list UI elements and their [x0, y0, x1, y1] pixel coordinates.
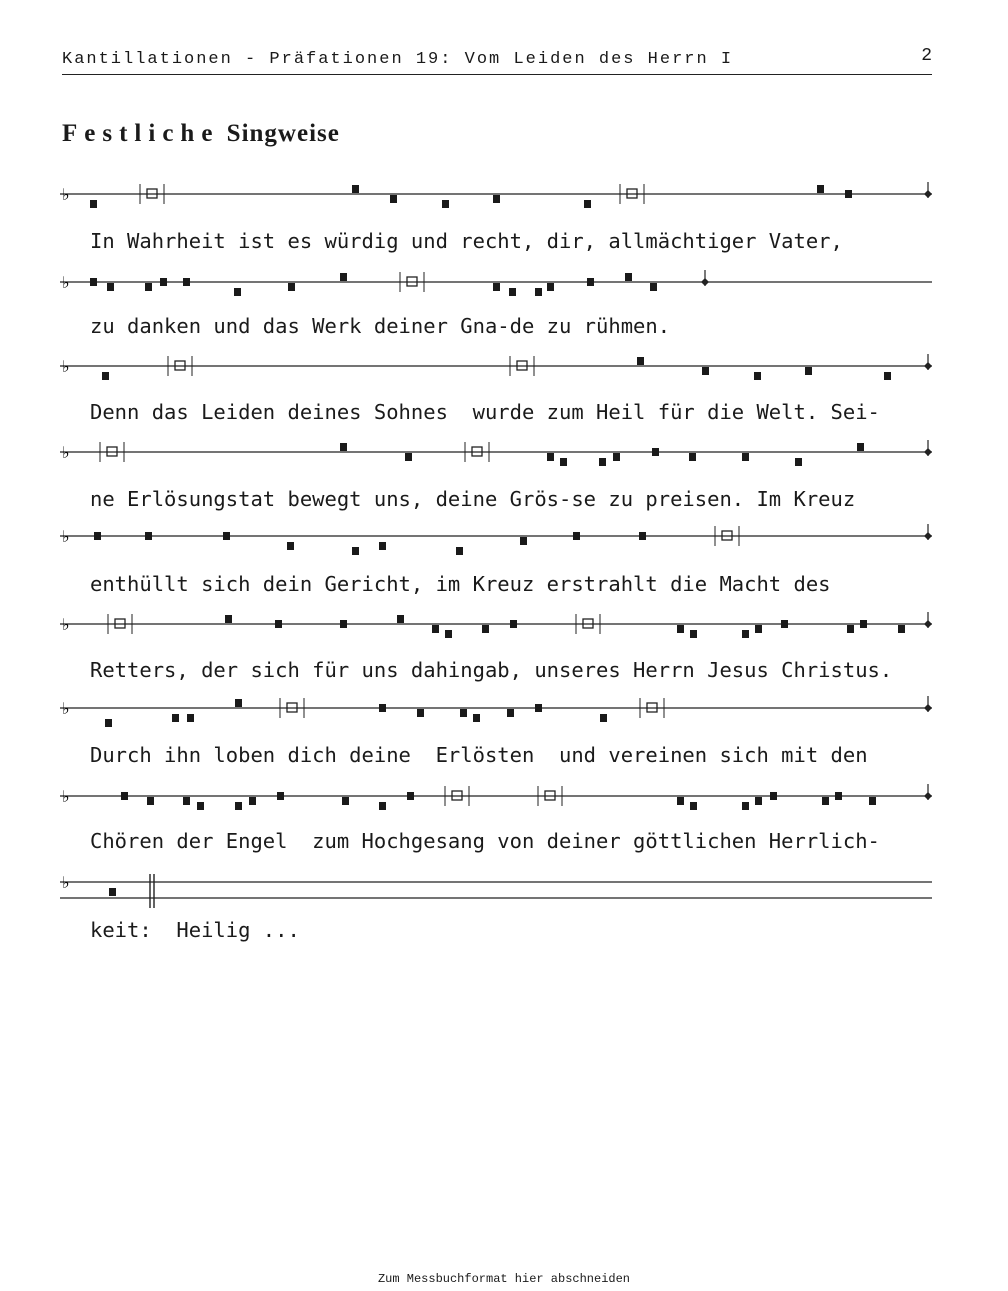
- final-note: [924, 440, 932, 456]
- chant-staff: [60, 438, 936, 478]
- chant-note: [340, 620, 347, 628]
- chant-note: [755, 625, 762, 633]
- chant-note: [109, 888, 116, 896]
- lyric-line: Durch ihn loben dich deine Erlösten und vereinen sich mit den: [90, 743, 868, 767]
- chant-note: [600, 714, 607, 722]
- chant-note: [754, 372, 761, 380]
- lyric-line: In Wahrheit ist es würdig und recht, dir, allmächtiger Vater,: [90, 229, 843, 253]
- chant-note: [445, 630, 452, 638]
- chant-note: [90, 200, 97, 208]
- chant-note: [197, 802, 204, 810]
- chant-note: [677, 625, 684, 633]
- chant-staff: [60, 352, 936, 392]
- staff-svg: [60, 522, 936, 562]
- final-note: [924, 696, 932, 712]
- chant-note: [460, 709, 467, 717]
- chant-note: [340, 443, 347, 451]
- chant-note: [690, 630, 697, 638]
- chant-note: [817, 185, 824, 193]
- chant-note: [145, 283, 152, 291]
- chant-note: [277, 792, 284, 800]
- chant-note: [223, 532, 230, 540]
- chant-note: [573, 532, 580, 540]
- chant-note: [183, 278, 190, 286]
- chant-note: [805, 367, 812, 375]
- chant-note: [340, 273, 347, 281]
- chant-staff: [60, 610, 936, 650]
- chant-note: [390, 195, 397, 203]
- lyric-line: zu danken und das Werk deiner Gna-de zu rühmen.: [90, 314, 671, 338]
- flat-clef: ♭: [62, 787, 70, 806]
- double-bar: [150, 874, 154, 908]
- chant-staff: [60, 694, 936, 734]
- chant-note: [235, 802, 242, 810]
- chant-note: [342, 797, 349, 805]
- lyric-line: Chören der Engel zum Hochgesang von deiner göttlichen Herrlich-: [90, 829, 880, 853]
- staff-svg: [60, 438, 936, 478]
- chant-note: [510, 620, 517, 628]
- chant-note: [587, 278, 594, 286]
- chant-note: [121, 792, 128, 800]
- chant-note: [781, 620, 788, 628]
- final-note: [924, 524, 932, 540]
- final-note: [701, 270, 709, 286]
- chant-note: [183, 797, 190, 805]
- chant-note: [379, 704, 386, 712]
- chant-note: [107, 283, 114, 291]
- chant-note: [547, 283, 554, 291]
- chant-staff: [60, 268, 936, 308]
- chant-note: [860, 620, 867, 628]
- flat-clef: ♭: [62, 273, 70, 292]
- lyric-line: Retters, der sich für uns dahingab, unseres Herrn Jesus Christus.: [90, 658, 893, 682]
- final-note: [924, 612, 932, 628]
- chant-note: [160, 278, 167, 286]
- chant-note: [147, 797, 154, 805]
- chant-note: [397, 615, 404, 623]
- chant-note: [102, 372, 109, 380]
- chant-note: [225, 615, 232, 623]
- page-header: [62, 44, 932, 75]
- chant-note: [613, 453, 620, 461]
- flat-clef: ♭: [62, 615, 70, 634]
- chant-note: [405, 453, 412, 461]
- staff-svg: [60, 694, 936, 734]
- chant-note: [482, 625, 489, 633]
- staff-svg: [60, 610, 936, 650]
- chant-note: [689, 453, 696, 461]
- chant-note: [652, 448, 659, 456]
- chant-note: [352, 547, 359, 555]
- chant-note: [288, 283, 295, 291]
- chant-note: [857, 443, 864, 451]
- chant-note: [869, 797, 876, 805]
- chant-note: [379, 802, 386, 810]
- chant-note: [473, 714, 480, 722]
- chant-note: [172, 714, 179, 722]
- final-note: [924, 182, 932, 198]
- chant-note: [352, 185, 359, 193]
- chant-note: [584, 200, 591, 208]
- staff-svg: [60, 868, 936, 908]
- chant-note: [432, 625, 439, 633]
- page-number: 2: [921, 46, 932, 66]
- chant-note: [235, 699, 242, 707]
- chant-note: [898, 625, 905, 633]
- chant-note: [690, 802, 697, 810]
- chant-note: [702, 367, 709, 375]
- chant-note: [187, 714, 194, 722]
- flat-clef: ♭: [62, 873, 70, 892]
- staff-svg: [60, 782, 936, 822]
- chant-note: [560, 458, 567, 466]
- flat-clef: ♭: [62, 357, 70, 376]
- chant-note: [94, 532, 101, 540]
- chant-note: [520, 537, 527, 545]
- flat-clef: ♭: [62, 185, 70, 204]
- chant-note: [275, 620, 282, 628]
- chant-note: [822, 797, 829, 805]
- section-title-word: Singweise: [219, 120, 340, 147]
- chant-note: [493, 195, 500, 203]
- chant-note: [795, 458, 802, 466]
- lyric-line: enthüllt sich dein Gericht, im Kreuz erstrahlt die Macht des: [90, 572, 831, 596]
- staff-svg: [60, 180, 936, 220]
- chant-note: [845, 190, 852, 198]
- chant-note: [639, 532, 646, 540]
- lyric-line: ne Erlösungstat bewegt uns, deine Grös-se zu preisen. Im Kreuz: [90, 487, 856, 511]
- chant-note: [625, 273, 632, 281]
- chant-note: [456, 547, 463, 555]
- flat-clef: ♭: [62, 443, 70, 462]
- chant-note: [535, 288, 542, 296]
- chant-note: [599, 458, 606, 466]
- cut-line-note: Zum Messbuchformat hier abschneiden: [377, 1272, 631, 1286]
- chant-note: [742, 453, 749, 461]
- chant-note: [742, 630, 749, 638]
- chant-note: [509, 288, 516, 296]
- flat-clef: ♭: [62, 699, 70, 718]
- chant-note: [407, 792, 414, 800]
- chant-note: [493, 283, 500, 291]
- chant-note: [770, 792, 777, 800]
- chant-note: [884, 372, 891, 380]
- chant-note: [547, 453, 554, 461]
- chant-note: [847, 625, 854, 633]
- flat-clef: ♭: [62, 527, 70, 546]
- chant-note: [742, 802, 749, 810]
- chant-note: [835, 792, 842, 800]
- final-note: [924, 784, 932, 800]
- chant-note: [105, 719, 112, 727]
- chant-note: [234, 288, 241, 296]
- chant-note: [145, 532, 152, 540]
- lyric-line: Denn das Leiden deines Sohnes wurde zum Heil für die Welt. Sei-: [90, 400, 880, 424]
- section-title: [62, 120, 340, 148]
- chant-staff: [60, 180, 936, 220]
- chant-note: [287, 542, 294, 550]
- chant-note: [677, 797, 684, 805]
- chant-note: [637, 357, 644, 365]
- final-note: [924, 354, 932, 370]
- chant-note: [507, 709, 514, 717]
- section-title-spaced-word: Festliche: [62, 120, 220, 147]
- chant-note: [90, 278, 97, 286]
- chant-note: [535, 704, 542, 712]
- chant-note: [650, 283, 657, 291]
- chant-note: [379, 542, 386, 550]
- lyric-line: keit: Heilig ...: [90, 918, 300, 942]
- chant-note: [442, 200, 449, 208]
- chant-note: [755, 797, 762, 805]
- staff-svg: [60, 352, 936, 392]
- chant-staff: [60, 522, 936, 562]
- chant-note: [249, 797, 256, 805]
- staff-svg: [60, 268, 936, 308]
- chant-staff: [60, 868, 936, 908]
- document-title: Kantillationen - Präfationen 19: Vom Leiden des Herrn I: [62, 50, 734, 69]
- chant-staff: [60, 782, 936, 822]
- chant-note: [417, 709, 424, 717]
